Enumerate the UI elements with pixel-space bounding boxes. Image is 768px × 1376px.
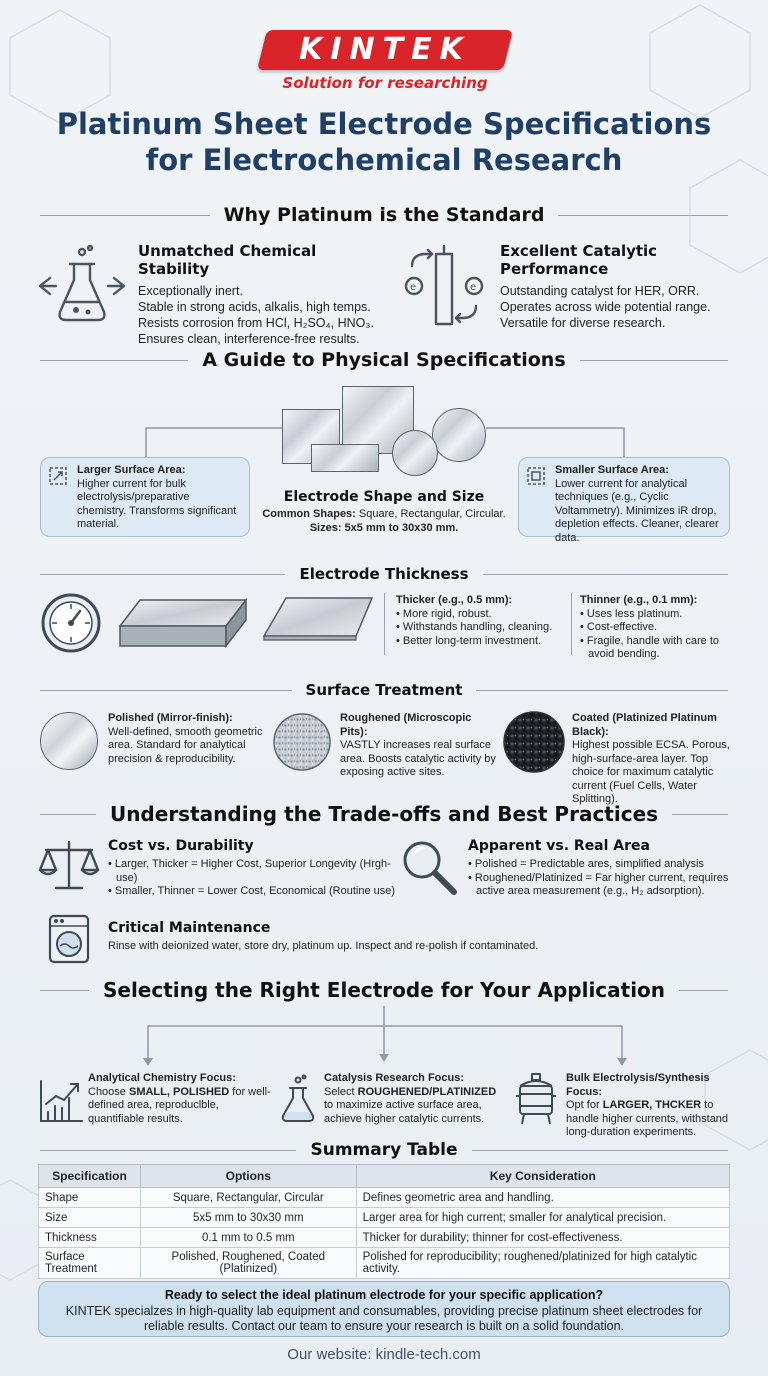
area-item: Roughened/Platinized = Far higher current, requires active area measurement (e.g., H₂ adsorption).: [474, 871, 729, 897]
table-row: [39, 1208, 730, 1228]
stability-title: Unmatched Chemical Stability: [138, 242, 317, 278]
table-cell: Thicker for durability; thinner for cost-effectiveness.: [356, 1228, 729, 1248]
catalytic-line: Outstanding catalyst for HER, ORR.: [500, 284, 700, 298]
table-row: [39, 1188, 730, 1208]
bulk-bold: LARGER, THCKER: [602, 1099, 702, 1111]
table-cell: 5x5 mm to 30x30 mm: [140, 1208, 356, 1228]
page-title-line1: Platinum Sheet Electrode Specifications: [56, 107, 712, 141]
table-header-cell: Options: [140, 1165, 356, 1188]
polished-text: Well-defined, smooth geometric area. Standard for analytical precision & reproducibility.: [108, 725, 263, 765]
roughened-block: [340, 712, 500, 780]
electrochemical-cell-icon: [398, 244, 490, 330]
table-cell: Defines geometric area and handling.: [356, 1188, 729, 1208]
thicker-item: More rigid, robust.: [402, 607, 492, 620]
analytical-bold: SMALL, POLISHED: [128, 1085, 230, 1098]
page-title-line2: for Electrochemical Research: [145, 143, 623, 177]
larger-area-title: Larger Surface Area:: [77, 464, 186, 476]
table-header-cell: Specification: [39, 1165, 141, 1188]
reactor-icon: [512, 1072, 560, 1126]
roughened-title: Roughened (Microscopic Pits):: [340, 712, 472, 738]
section-why-platinum: [40, 200, 728, 230]
stability-feature: [138, 242, 378, 347]
section-physical-specs: [40, 345, 728, 375]
gauge-icon: [40, 592, 102, 654]
table-header-cell: Key Consideration: [356, 1165, 729, 1188]
brand-logo-text: KINTEK: [299, 32, 471, 67]
section-heading: Selecting the Right Electrode for Your Application: [102, 978, 666, 1002]
catalysis-post: to maximize active surface area, achieve higher catalytic currents.: [324, 1099, 485, 1125]
shrink-icon: [526, 466, 546, 486]
selection-arrows: [0, 1006, 768, 1066]
scale-icon: [38, 838, 100, 894]
thicker-item: Better long-term investment.: [402, 634, 542, 647]
svg-text:e: e: [410, 282, 417, 293]
bulk-title: Bulk Electrolysis/Synthesis Focus:: [566, 1072, 710, 1098]
stability-line: Stable in strong acids, alkalis, high temps.: [138, 300, 371, 314]
table-cell: Shape: [39, 1188, 141, 1208]
larger-area-card: [40, 457, 250, 537]
rectangular-sheet: [311, 444, 379, 472]
table-cell: Polished, Roughened, Coated (Platinized): [140, 1248, 356, 1279]
thickness-divider: [384, 593, 385, 655]
bulk-pre: Opt for: [566, 1099, 603, 1111]
analytical-focus-block: [88, 1072, 278, 1126]
section-heading: A Guide to Physical Specifications: [202, 349, 566, 371]
shape-size-block: [258, 489, 510, 535]
smaller-area-text: Lower current for analytical techniques (e.g., Cyclic Voltammetry). Minimizes iR drop, depletion effects. Cleaner, clearer data.: [555, 477, 719, 544]
section-summary: [40, 1135, 728, 1165]
section-heading: Understanding the Trade-offs and Best Practices: [109, 802, 659, 826]
table-cell: 0.1 mm to 0.5 mm: [140, 1228, 356, 1248]
section-heading: Electrode Thickness: [299, 565, 469, 583]
flask-icon: [36, 244, 128, 328]
table-cell: Size: [39, 1208, 141, 1228]
thinner-title: Thinner (e.g., 0.1 mm):: [580, 594, 698, 606]
stability-line: Resists corrosion from HCl, H₂SO₄, HNO₃.: [138, 316, 374, 330]
bulk-focus-block: [566, 1072, 740, 1140]
magnifier-icon: [400, 838, 460, 898]
polished-block: [108, 712, 268, 766]
catalytic-line: Operates across wide potential range.: [500, 300, 711, 314]
thickness-divider: [571, 593, 572, 655]
cta-question: Ready to select the ideal platinum electrode for your specific application?: [164, 1288, 604, 1302]
circular-sheet: [392, 430, 438, 476]
catalysis-bold: ROUGHENED/PLATINIZED: [357, 1085, 497, 1098]
flask-bubbles-icon: [278, 1074, 318, 1124]
thin-plate-illustration: [262, 596, 374, 646]
thick-plate-illustration: [118, 596, 248, 652]
area-item: Polished = Predictable ares, simplified analysis: [474, 858, 704, 870]
table-cell: Surface Treatment: [39, 1248, 141, 1279]
sizes-label: Sizes:: [309, 521, 342, 534]
analytical-pre: Choose: [88, 1085, 129, 1098]
coated-title: Coated (Platinized Platinum Black):: [572, 712, 717, 738]
bulk-post: to handle higher currents, withstand long-duration experiments.: [566, 1099, 729, 1138]
analytical-post: for well-defined area, reproduclble, quantifiable results.: [88, 1085, 271, 1125]
maintenance-text: Rinse with deionized water, store dry, platinum up. Inspect and re-polish if contaminated.: [108, 940, 539, 952]
section-tradeoffs: [40, 799, 728, 829]
catalysis-title: Catalysis Research Focus:: [324, 1072, 465, 1084]
section-heading: Why Platinum is the Standard: [223, 204, 545, 226]
brand-tagline: Solution for researching: [282, 74, 488, 92]
stability-line: Ensures clean, interference-free results.: [138, 332, 360, 346]
larger-area-text: Higher current for bulk electrolysis/preparative chemistry. Transforms significant material.: [77, 477, 237, 530]
cost-item: Larger, Thicker = Higher Cost, Superior Longevity (Hrgh-use): [114, 858, 391, 884]
sizes-value: 5x5 mm to 30x30 mm.: [344, 521, 459, 534]
table-cell: Thickness: [39, 1228, 141, 1248]
table-row: [39, 1228, 730, 1248]
washer-icon: [48, 914, 90, 964]
analytical-title: Analytical Chemistry Focus:: [88, 1072, 236, 1084]
table-cell: Square, Rectangular, Circular: [140, 1188, 356, 1208]
expand-icon: [48, 466, 68, 486]
catalytic-line: Versatile for diverse research.: [500, 316, 666, 330]
cta-text: KINTEK specialzes in high-quality lab equipment and consumables, providing precise platinum sheet electrodes for reliable results. Contact our team to ensure your research is built on a solid foundation.: [65, 1304, 703, 1333]
shape-size-title: Electrode Shape and Size: [283, 489, 485, 505]
circular-sheet-large: [432, 408, 486, 462]
maintenance-block: [108, 920, 738, 954]
table-cell: Larger area for high current; smaller for analytical precision.: [356, 1208, 729, 1228]
maintenance-title: Critical Maintenance: [108, 920, 271, 936]
table-row: [39, 1248, 730, 1279]
contact-call-to-action: [38, 1281, 730, 1337]
catalytic-feature: [500, 242, 740, 331]
polished-title: Polished (Mirror-finish):: [108, 712, 233, 724]
thinner-item: Fragile, handle with care to avoid bending.: [586, 634, 719, 660]
table-cell: Polished for reproducibility; roughened/platinized for high catalytic activity.: [356, 1248, 729, 1279]
website-link[interactable]: Our website: kindle-tech.com: [287, 1346, 481, 1363]
thicker-title: Thicker (e.g., 0.5 mm):: [396, 594, 513, 606]
roughened-disc: [272, 712, 332, 772]
catalysis-focus-block: [324, 1072, 500, 1126]
shapes-value: Square, Rectangular, Circular.: [358, 508, 506, 520]
coated-disc: [502, 710, 566, 774]
apparent-real-block: Apparent vs. Real Area • Polished = Predictable ares, simplified analysis • Roughened/Platinized = Far higher current, requires active area measurement (e.g., H₂ adsorption).: [468, 838, 734, 899]
table-header-row: [39, 1165, 730, 1188]
section-heading: Summary Table: [310, 1140, 458, 1160]
stability-line: Exceptionally inert.: [138, 284, 243, 298]
chart-growth-icon: [38, 1078, 84, 1124]
cost-title: Cost vs. Durability: [108, 838, 254, 854]
section-selecting: [40, 975, 728, 1005]
thinner-item: Uses less platinum.: [586, 607, 683, 620]
section-heading: Surface Treatment: [305, 681, 463, 699]
thinner-item: Cost-effective.: [586, 621, 658, 633]
section-surface-treatment: [40, 675, 728, 705]
summary-table: [38, 1164, 730, 1279]
coated-text: Highest possible ECSA. Porous, high-surface-area layer. Top choice for maximum catalytic current (Fuel Cells, Water Splitting).: [572, 739, 730, 805]
section-thickness: [40, 559, 728, 589]
cost-item: Smaller, Thinner = Lower Cost, Economical (Routine use): [114, 885, 396, 897]
thinner-block: Thinner (e.g., 0.1 mm): • Uses less platinum. • Cost-effective. • Fragile, handle with care to avoid bending.: [580, 594, 736, 662]
page-title: [20, 106, 748, 178]
smaller-area-card: [518, 457, 730, 544]
svg-text:e: e: [470, 282, 477, 293]
area-title: Apparent vs. Real Area: [468, 838, 650, 854]
thicker-item: Withstands handling, cleaning.: [402, 621, 553, 633]
thicker-block: Thicker (e.g., 0.5 mm): • More rigid, robust. • Withstands handling, cleaning. • Better long-term investment.: [396, 594, 568, 648]
smaller-area-title: Smaller Surface Area:: [555, 464, 669, 476]
catalytic-title: Excellent Catalytic Performance: [500, 242, 658, 278]
polished-disc: [40, 712, 98, 770]
coated-block: [572, 712, 738, 807]
roughened-text: VASTLY increases real surface area. Boosts catalytic activity by exposing active sites.: [340, 739, 496, 778]
catalysis-pre: Select: [324, 1085, 358, 1098]
cost-durability-block: Cost vs. Durability • Larger, Thicker = Higher Cost, Superior Longevity (Hrgh-use) • Smaller, Thinner = Lower Cost, Economical (Routine use): [108, 838, 408, 899]
shapes-label: Common Shapes:: [262, 508, 356, 520]
